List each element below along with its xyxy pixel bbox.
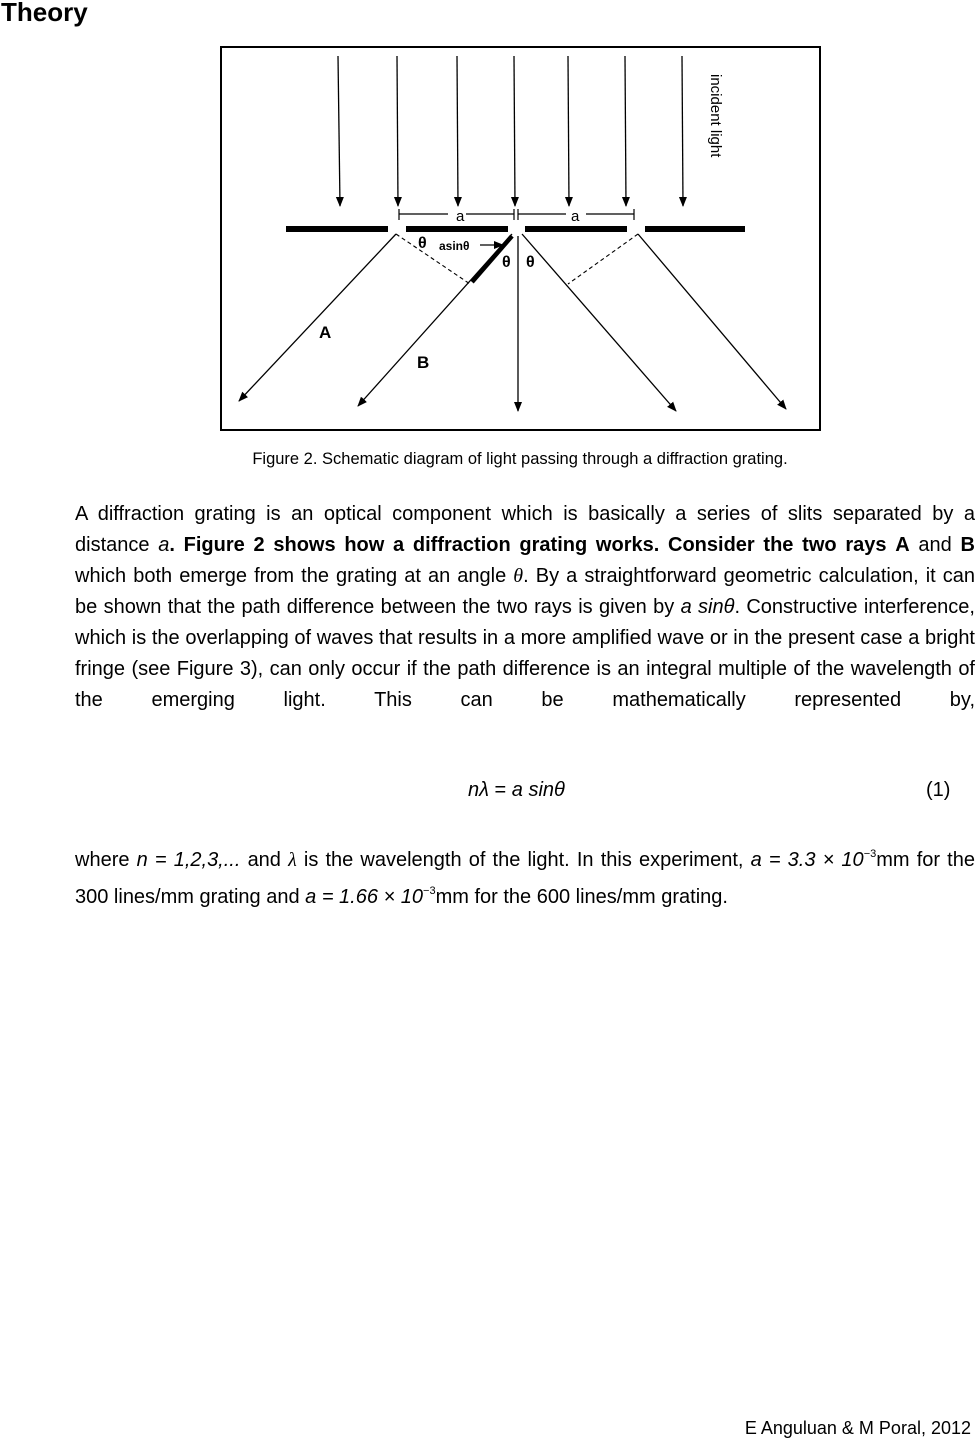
incident-light-label: incident light: [707, 74, 724, 158]
figure-border: [221, 47, 820, 430]
theta-label-1: θ: [418, 235, 427, 252]
ray-b-label: B: [417, 353, 430, 372]
theta-label-3: θ: [526, 254, 535, 271]
spacing-label-right: a: [571, 208, 580, 225]
path-difference-label: asinθ: [439, 239, 470, 253]
grating-bars: [286, 226, 745, 232]
page-title: Theory: [1, 0, 88, 27]
perpendicular-dashes: [396, 234, 638, 284]
spacing-label-left: a: [456, 208, 465, 225]
incident-arrows: [338, 56, 683, 206]
theory-paragraph-2: where n = 1,2,3,... and λ is the wavelength of the light. In this experiment, $a = 3.3 \times 10^{-3}mm$ for the 300 lines/mm grating and $a = 1.66 \times 10^{-3}mm$ for the 600 lines/mm grating.: [75, 848, 975, 908]
theory-paragraph-1: A diffraction grating is an optical component which is basically a series of slits separated by a distance a. Figure 2 shows how a diffraction grating works. Consider the two rays A and B which both emerge from the grating at an angle θ. By a straightforward geometric calculation, it can be shown that the path difference between the two rays is given by a sinθ. Constructive interference, which is the overlapping of waves that results in a more amplified wave or in the present case a bright fringe (see Figure 3), can only occur if the path difference is an integral multiple of the wavelength of the emerging light. This can be mathematically represented by,: [75, 503, 975, 711]
diffraction-equation: nλ = a sinθ: [468, 779, 565, 801]
page-footer: E Anguluan & M Poral, 2012: [744, 1418, 971, 1438]
diffraction-diagram: [220, 46, 821, 431]
figure-caption: Figure 2. Schematic diagram of light passing through a diffraction grating.: [252, 450, 788, 468]
equation-number: (1): [926, 779, 951, 801]
spacing-dimension: [399, 209, 634, 220]
ray-a-label: A: [319, 323, 332, 342]
diffraction-figure: [220, 46, 821, 431]
theta-label-2: θ: [502, 254, 511, 271]
